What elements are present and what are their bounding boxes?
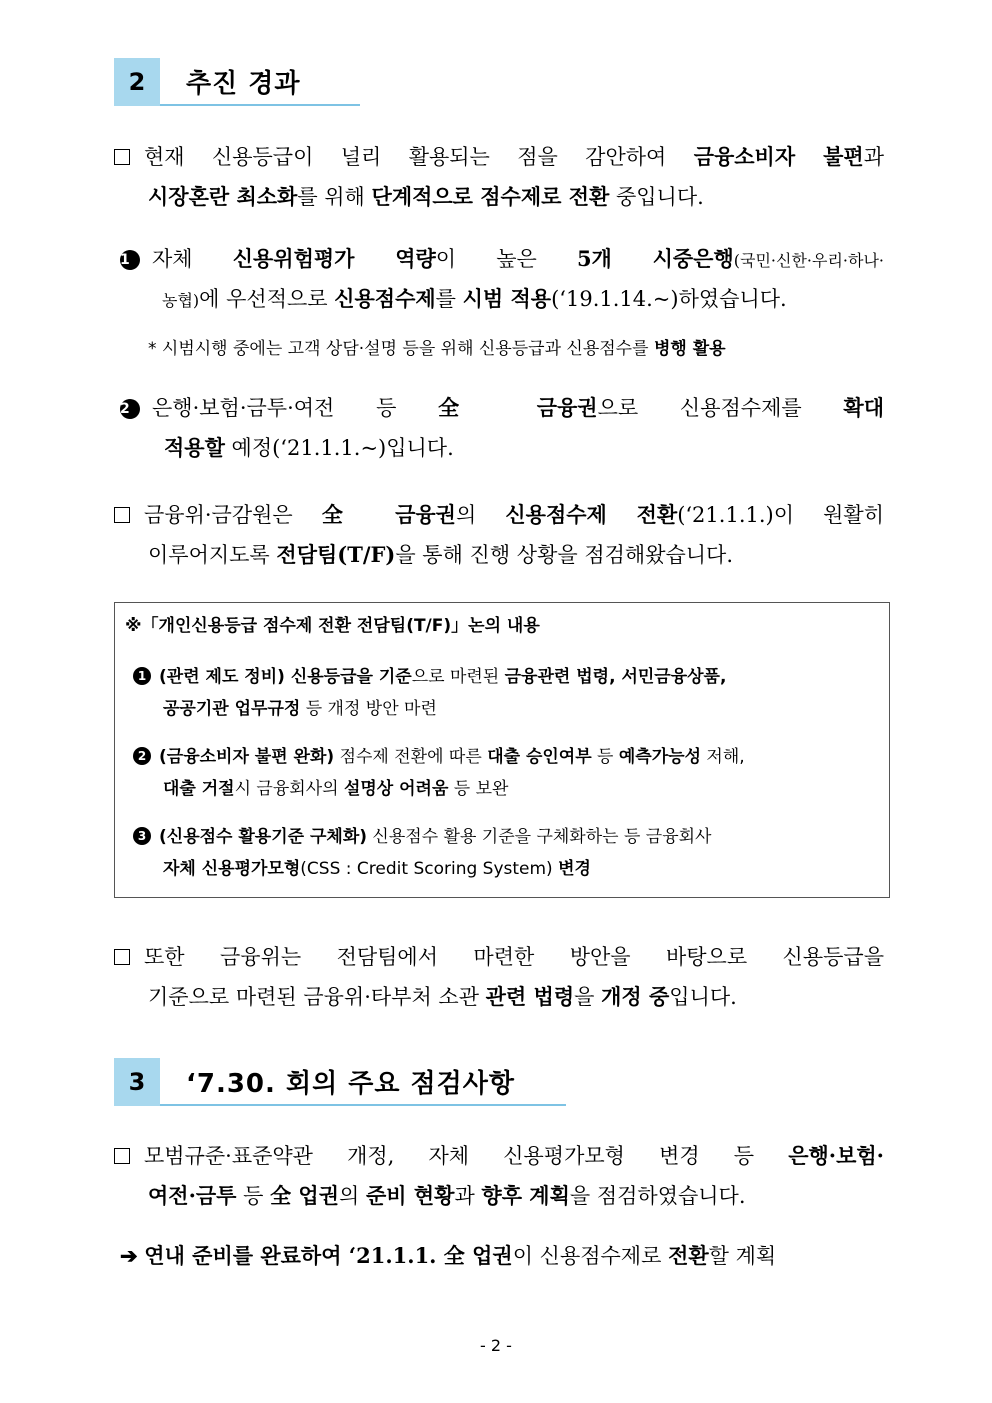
paragraph: 금융위·금감원은 全 금융권의 신용점수제 전환(‘21.1.1.)이 원활히	[114, 495, 884, 535]
numbered-item-2: 2 은행·보험·금투·여전 등 全 금융권으로 신용점수제를 확대	[120, 395, 884, 420]
box-item-3: 3 (신용점수 활용기준 구체화) 신용점수 활용 기준을 구체화하는 등 금융회사 자체 신용평가모형(CSS : Credit Scoring System) 변경	[133, 821, 881, 885]
checkbox-bullet-icon	[114, 949, 130, 965]
arrow-conclusion: ➔ 연내 준비를 완료하여 ‘21.1.1. 全 업권이 신용점수제로 전환할 계획	[120, 1243, 777, 1268]
paragraph: 모범규준·표준약관 개정, 자체 신용평가모형 변경 등 은행·보험·	[114, 1136, 884, 1176]
numbered-item-1: 1 자체 신용위험평가 역량이 높은 5개 시중은행(국민·신한·우리·하나·	[120, 246, 884, 271]
section-title: 추진 경과	[160, 58, 360, 106]
section-number: 2	[114, 58, 160, 106]
paragraph-cont: 기준으로 마련된 금융위·타부처 소관 관련 법령을 개정 중입니다.	[148, 984, 737, 1009]
number-2-icon: 2	[120, 399, 140, 419]
number-3-icon: 3	[133, 827, 151, 845]
section-number: 3	[114, 1058, 160, 1106]
checkbox-bullet-icon	[114, 507, 130, 523]
tf-discussion-box	[114, 602, 890, 898]
arrow-right-icon: ➔	[120, 1243, 138, 1268]
number-1-icon: 1	[120, 250, 140, 270]
section-title: ‘7.30. 회의 주요 점검사항	[160, 1058, 566, 1106]
box-title: ※「개인신용등급 점수제 전환 전담팀(T/F)」논의 내용	[125, 616, 540, 636]
section-3-header	[114, 1058, 566, 1106]
checkbox-bullet-icon	[114, 1148, 130, 1164]
number-2-icon: 2	[133, 747, 151, 765]
number-1-icon: 1	[133, 667, 151, 685]
numbered-item-2-cont: 적용할 예정(‘21.1.1.~)입니다.	[164, 435, 454, 460]
numbered-item-1-cont: 농협)에 우선적으로 신용점수제를 시범 적용(‘19.1.14.~)하였습니다.	[162, 286, 787, 311]
paragraph-cont: 여전·금투 등 全 업권의 준비 현황과 향후 계획을 점검하였습니다.	[148, 1183, 746, 1208]
footnote: * 시범시행 중에는 고객 상담·설명 등을 위해 신용등급과 신용점수를 병행 활용	[148, 339, 726, 359]
box-item-1: 1 (관련 제도 정비) 신용등급을 기준으로 마련된 금융관련 법령, 서민금융상품, 공공기관 업무규정 등 개정 방안 마련	[133, 661, 881, 725]
box-item-2: 2 (금융소비자 불편 완화) 점수제 전환에 따른 대출 승인여부 등 예측가능성 저해, 대출 거절시 금융회사의 설명상 어려움 등 보완	[133, 741, 881, 805]
page-number: - 2 -	[480, 1336, 512, 1355]
section-2-header	[114, 58, 360, 106]
checkbox-bullet-icon	[114, 149, 130, 165]
paragraph: 또한 금융위는 전담팀에서 마련한 방안을 바탕으로 신용등급을	[114, 937, 884, 977]
paragraph: 현재 신용등급이 널리 활용되는 점을 감안하여 금융소비자 불편과	[114, 137, 884, 177]
paragraph-cont: 시장혼란 최소화를 위해 단계적으로 점수제로 전환 중입니다.	[148, 184, 704, 209]
paragraph-cont: 이루어지도록 전담팀(T/F)을 통해 진행 상황을 점검해왔습니다.	[148, 542, 734, 567]
